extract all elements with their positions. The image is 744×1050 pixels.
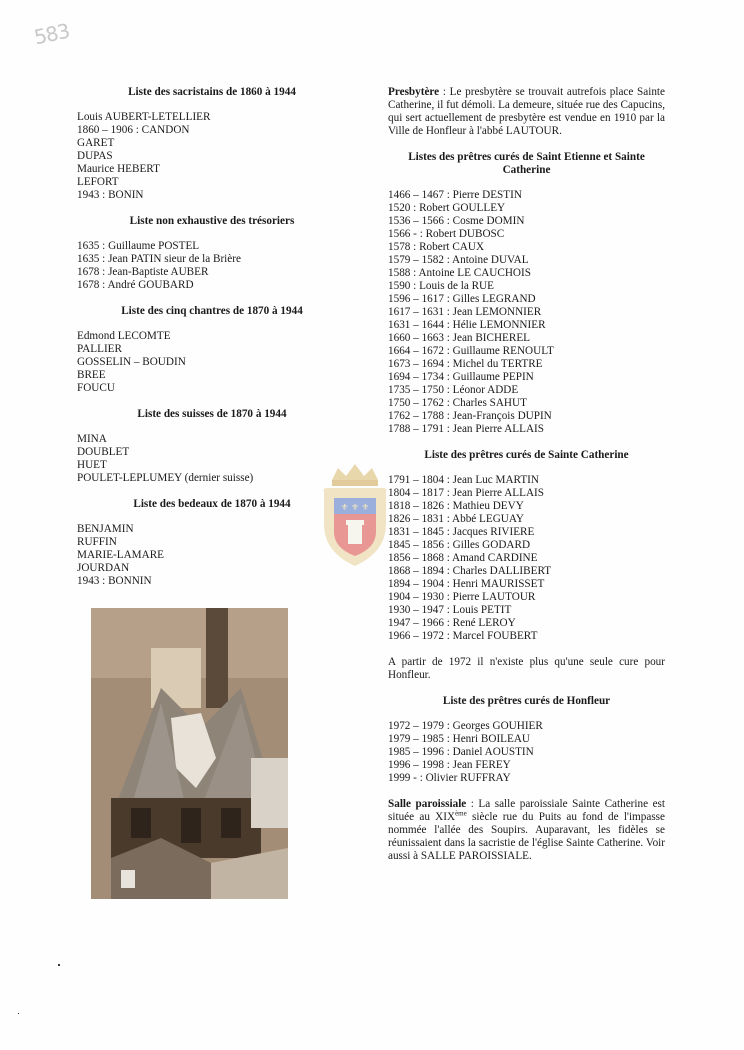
list-item: 1791 – 1804 : Jean Luc MARTIN bbox=[388, 474, 539, 486]
bedeaux-section bbox=[77, 498, 347, 588]
church-illustration-icon bbox=[91, 608, 288, 899]
list-item: 1856 – 1868 : Amand CARDINE bbox=[388, 552, 538, 564]
list-item: BENJAMIN bbox=[77, 523, 134, 535]
chantres-section bbox=[77, 305, 347, 395]
list-item: 1635 : Guillaume POSTEL bbox=[77, 240, 200, 252]
list-item: 1996 – 1998 : Jean FEREY bbox=[388, 759, 511, 771]
sacristains-list bbox=[77, 111, 347, 202]
list-item: 1826 – 1831 : Abbé LEGUAY bbox=[388, 513, 525, 525]
list-item: Edmond LECOMTE bbox=[77, 330, 171, 342]
list-item: 1631 – 1644 : Hélie LEMONNIER bbox=[388, 319, 546, 331]
list-item: 1943 : BONNIN bbox=[77, 575, 152, 587]
list-item: 1947 – 1966 : René LEROY bbox=[388, 617, 516, 629]
list-item: 1868 – 1894 : Charles DALLIBERT bbox=[388, 565, 552, 577]
list-item: 1536 – 1566 : Cosme DOMIN bbox=[388, 215, 525, 227]
list-item: 1635 : Jean PATIN sieur de la Brière bbox=[77, 253, 241, 265]
cures-st-etienne-heading: Listes des prêtres curés de Saint Etienne et Sainte Catherine bbox=[408, 151, 645, 176]
cures-ste-catherine-section bbox=[388, 449, 665, 643]
scan-speck bbox=[18, 1013, 19, 1014]
list-item: 1804 – 1817 : Jean Pierre ALLAIS bbox=[388, 487, 544, 499]
list-item: RUFFIN bbox=[77, 536, 117, 548]
suisses-section bbox=[77, 408, 347, 485]
tresoriers-section bbox=[77, 215, 347, 292]
left-column bbox=[77, 86, 347, 601]
list-item: 1678 : André GOUBARD bbox=[77, 279, 194, 291]
list-item: JOURDAN bbox=[77, 562, 130, 574]
list-item: Louis AUBERT-LETELLIER bbox=[77, 111, 211, 123]
suisses-list bbox=[77, 433, 347, 485]
list-item: 1578 : Robert CAUX bbox=[388, 241, 485, 253]
list-item: LEFORT bbox=[77, 176, 119, 188]
list-item: 1904 – 1930 : Pierre LAUTOUR bbox=[388, 591, 536, 603]
scan-speck bbox=[58, 964, 60, 966]
list-item: 1590 : Louis de la RUE bbox=[388, 280, 494, 292]
cures-ste-catherine-heading: Liste des prêtres curés de Sainte Catherine bbox=[424, 449, 629, 461]
list-item: GARET bbox=[77, 137, 115, 149]
list-item: DUPAS bbox=[77, 150, 113, 162]
list-item: 1943 : BONIN bbox=[77, 189, 144, 201]
list-item: POULET-LEPLUMEY (dernier suisse) bbox=[77, 472, 254, 484]
list-item: 1930 – 1947 : Louis PETIT bbox=[388, 604, 512, 616]
list-item: BREE bbox=[77, 369, 106, 381]
list-item: 1678 : Jean-Baptiste AUBER bbox=[77, 266, 209, 278]
list-item: 1673 – 1694 : Michel du TERTRE bbox=[388, 358, 543, 370]
chantres-heading: Liste des cinq chantres de 1870 à 1944 bbox=[121, 305, 303, 317]
salle-paroissiale-paragraph bbox=[388, 798, 665, 863]
list-item: FOUCU bbox=[77, 382, 115, 394]
list-item: 1588 : Antoine LE CAUCHOIS bbox=[388, 267, 531, 279]
right-column bbox=[388, 86, 665, 876]
list-item: PALLIER bbox=[77, 343, 122, 355]
list-item: 1735 – 1750 : Léonor ADDE bbox=[388, 384, 519, 396]
list-item: 1966 – 1972 : Marcel FOUBERT bbox=[388, 630, 538, 642]
list-item: 1818 – 1826 : Mathieu DEVY bbox=[388, 500, 524, 512]
cures-honfleur-list bbox=[388, 720, 665, 785]
note-1972: A partir de 1972 il n'existe plus qu'une seule cure pour Honfleur. bbox=[388, 656, 665, 681]
handwritten-page-number: 583 bbox=[31, 18, 72, 50]
tresoriers-list bbox=[77, 240, 347, 292]
list-item: 1831 – 1845 : Jacques RIVIERE bbox=[388, 526, 535, 538]
list-item: 1788 – 1791 : Jean Pierre ALLAIS bbox=[388, 423, 544, 435]
chantres-list bbox=[77, 330, 347, 395]
list-item: 1860 – 1906 : CANDON bbox=[77, 124, 190, 136]
list-item: 1979 – 1985 : Henri BOILEAU bbox=[388, 733, 531, 745]
list-item: Maurice HEBERT bbox=[77, 163, 160, 175]
list-item: 1596 – 1617 : Gilles LEGRAND bbox=[388, 293, 536, 305]
tresoriers-heading: Liste non exhaustive des trésoriers bbox=[129, 215, 295, 227]
salle-text-after: siècle rue du Puits au fond de l'impasse nommée l'allée des Soupirs. Auparavant, les fidèles se réunissaient dans la sacristie de l'église Sainte Catherine. Voir aussi à SALLE PAROISSIALE. bbox=[388, 811, 665, 862]
list-item: 1999 - : Olivier RUFFRAY bbox=[388, 772, 511, 784]
presbytere-text: : Le presbytère se trouvait autrefois place Sainte Catherine, il fut démoli. La demeure, située rue des Capucins, qui sert actuellement de presbytère est vendue en 1910 par la Ville de Honfleur à l'abbé LAUTOUR. bbox=[388, 86, 665, 137]
sacristains-heading: Liste des sacristains de 1860 à 1944 bbox=[128, 86, 296, 98]
list-item: 1894 – 1904 : Henri MAURISSET bbox=[388, 578, 545, 590]
salle-text-before: : La salle paroissiale Sainte Catherine est située au XIX bbox=[388, 798, 665, 823]
list-item: 1985 – 1996 : Daniel AOUSTIN bbox=[388, 746, 534, 758]
bedeaux-list bbox=[77, 523, 347, 588]
list-item: GOSSELIN – BOUDIN bbox=[77, 356, 186, 368]
presbytere-label: Presbytère bbox=[388, 86, 440, 98]
church-photo bbox=[91, 608, 288, 899]
cures-ste-catherine-list bbox=[388, 474, 665, 643]
suisses-heading: Liste des suisses de 1870 à 1944 bbox=[137, 408, 287, 420]
sacristains-section bbox=[77, 86, 347, 202]
list-item: 1664 – 1672 : Guillaume RENOULT bbox=[388, 345, 554, 357]
cures-st-etienne-list bbox=[388, 189, 665, 436]
bedeaux-heading: Liste des bedeaux de 1870 à 1944 bbox=[133, 498, 291, 510]
cures-honfleur-section bbox=[388, 695, 665, 785]
list-item: 1520 : Robert GOULLEY bbox=[388, 202, 506, 214]
cures-honfleur-heading: Liste des prêtres curés de Honfleur bbox=[442, 695, 611, 707]
cures-st-etienne-section bbox=[388, 151, 665, 436]
list-item: 1972 – 1979 : Georges GOUHIER bbox=[388, 720, 543, 732]
list-item: 1466 – 1467 : Pierre DESTIN bbox=[388, 189, 522, 201]
list-item: 1762 – 1788 : Jean-François DUPIN bbox=[388, 410, 552, 422]
list-item: MINA bbox=[77, 433, 107, 445]
salle-label: Salle paroissiale bbox=[388, 798, 467, 810]
list-item: 1750 – 1762 : Charles SAHUT bbox=[388, 397, 527, 409]
list-item: DOUBLET bbox=[77, 446, 130, 458]
presbytere-paragraph bbox=[388, 86, 665, 138]
svg-text:⚜ ⚜ ⚜: ⚜ ⚜ ⚜ bbox=[340, 502, 370, 512]
list-item: 1845 – 1856 : Gilles GODARD bbox=[388, 539, 531, 551]
list-item: 1579 – 1582 : Antoine DUVAL bbox=[388, 254, 529, 266]
list-item: 1694 – 1734 : Guillaume PEPIN bbox=[388, 371, 534, 383]
list-item: HUET bbox=[77, 459, 107, 471]
list-item: 1566 - : Robert DUBOSC bbox=[388, 228, 505, 240]
salle-superscript: ème bbox=[455, 809, 467, 818]
list-item: 1660 – 1663 : Jean BICHEREL bbox=[388, 332, 531, 344]
list-item: MARIE-LAMARE bbox=[77, 549, 165, 561]
list-item: 1617 – 1631 : Jean LEMONNIER bbox=[388, 306, 542, 318]
